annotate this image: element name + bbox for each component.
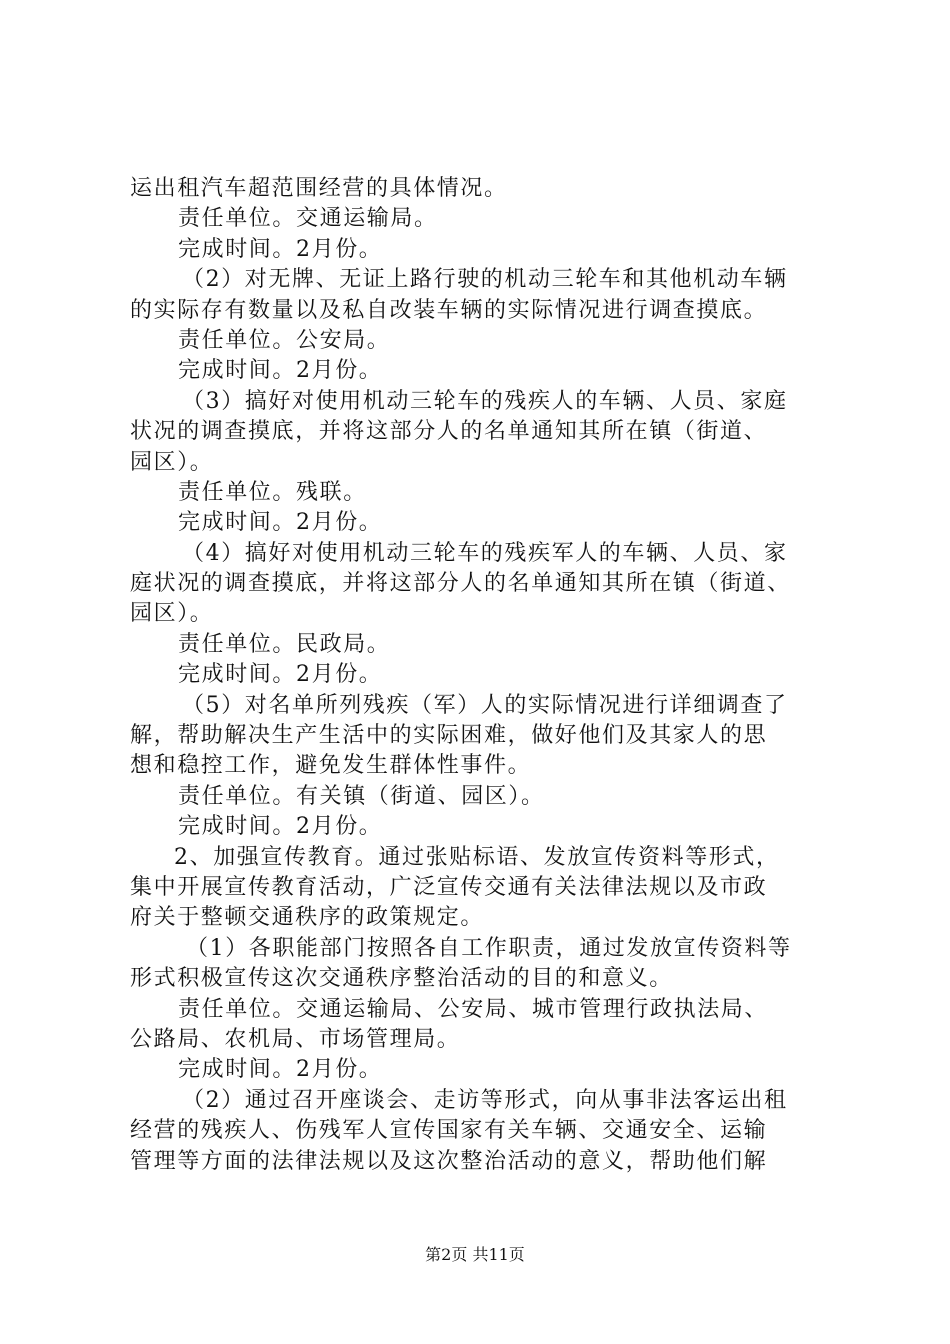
text-line: 完成时间。2月份。	[178, 510, 383, 536]
text-line: 责任单位。有关镇（街道、园区）。	[178, 783, 545, 809]
text-line: 责任单位。民政局。	[178, 631, 391, 657]
text-line: 想和稳控工作，避免发生群体性事件。	[130, 753, 532, 779]
text-line: 园区）。	[130, 449, 214, 475]
text-line: 运出租汽车超范围经营的具体情况。	[130, 176, 508, 201]
text-line: 集中开展宣传教育活动，广泛宣传交通有关法律法规以及市政	[130, 874, 768, 900]
text-line: 庭状况的调查摸底，并将这部分人的名单通知其所在镇（街道、	[130, 571, 791, 597]
text-line: 完成时间。2月份。	[178, 814, 383, 840]
text-line: 经营的残疾人、伤残军人宣传国家有关车辆、交通安全、运输	[130, 1118, 768, 1144]
page-footer	[0, 1242, 950, 1265]
text-line: （3）搞好对使用机动三轮车的残疾人的车辆、人员、家庭	[182, 388, 788, 414]
text-line: 责任单位。公安局。	[178, 327, 391, 353]
text-line: （2）通过召开座谈会、走访等形式，向从事非法客运出租	[182, 1087, 788, 1113]
text-line: 状况的调查摸底，并将这部分人的名单通知其所在镇（街道、	[130, 419, 768, 445]
text-line: 解，帮助解决生产生活中的实际困难，做好他们及其家人的思	[130, 723, 768, 749]
text-line: （1）各职能部门按照各自工作职责，通过发放宣传资料等	[186, 935, 792, 961]
text-line: 责任单位。残联。	[178, 479, 367, 505]
text-line: 完成时间。2月份。	[178, 358, 383, 384]
text-line: （4）搞好对使用机动三轮车的残疾军人的车辆、人员、家	[182, 540, 788, 566]
text-line: 完成时间。2月份。	[178, 236, 383, 262]
text-line: 完成时间。2月份。	[178, 1057, 383, 1083]
text-line: 府关于整顿交通秩序的政策规定。	[130, 905, 485, 931]
page-number: 第2页 共11页	[425, 1245, 525, 1264]
text-line: （5）对名单所列残疾（军）人的实际情况进行详细调查了	[182, 692, 788, 718]
text-line: 园区）。	[130, 601, 214, 627]
text-line: 公路局、农机局、市场管理局。	[130, 1026, 461, 1052]
document-body	[130, 174, 830, 1177]
text-line: 形式积极宣传这次交通秩序整治活动的目的和意义。	[130, 966, 673, 992]
text-line: 管理等方面的法律法规以及这次整治活动的意义，帮助他们解	[130, 1148, 768, 1174]
text-line: 2、加强宣传教育。通过张贴标语、发放宣传资料等形式，	[174, 844, 780, 870]
text-line: 责任单位。交通运输局。	[178, 206, 438, 232]
text-line: 的实际存有数量以及私自改装车辆的实际情况进行调查摸底。	[130, 297, 768, 323]
text-line: 完成时间。2月份。	[178, 662, 383, 688]
text-line: （2）对无牌、无证上路行驶的机动三轮车和其他机动车辆	[182, 267, 788, 293]
text-line: 责任单位。交通运输局、公安局、城市管理行政执法局、	[178, 996, 769, 1022]
